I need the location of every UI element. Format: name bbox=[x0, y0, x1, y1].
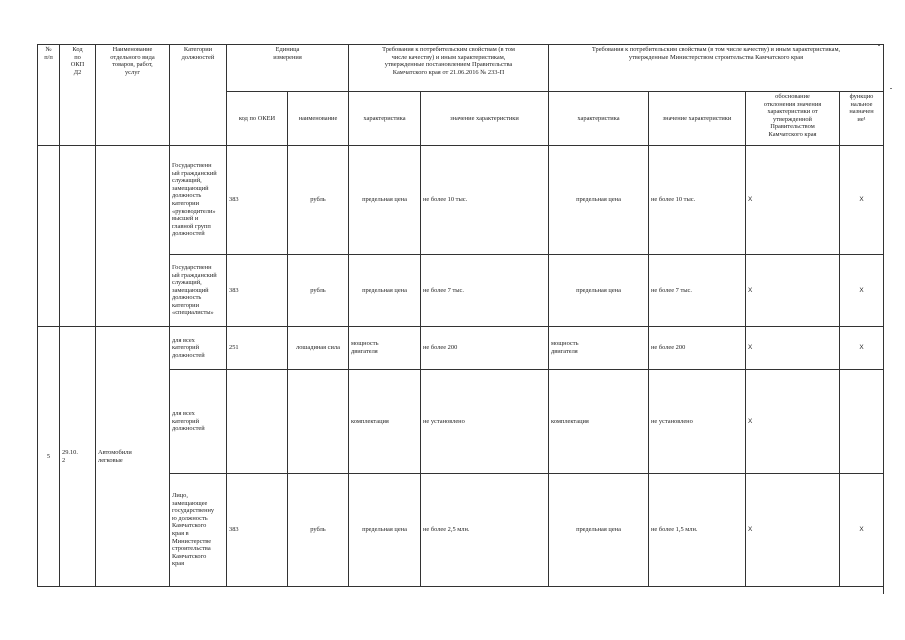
header-row bbox=[38, 45, 884, 92]
row-okpd: 29.10. 2 bbox=[60, 327, 96, 587]
row-characteristic: предельная цена bbox=[349, 255, 421, 327]
row-unit-name: рубль bbox=[288, 474, 349, 587]
row-product-name bbox=[96, 146, 170, 327]
row-value: не более 10 тыс. bbox=[421, 146, 549, 255]
row-value-2: не установлено bbox=[649, 370, 746, 474]
scan-speck bbox=[878, 45, 880, 46]
row-purpose: X bbox=[840, 327, 884, 370]
row-category: Государственн ый гражданский служащий, замещающий должность категории «специалисты» bbox=[170, 255, 227, 327]
row-okpd bbox=[60, 146, 96, 327]
row-category: Государственн ый гражданский служащий, замещающий должность категории «руководители» высшей и главной групп должностей bbox=[170, 146, 227, 255]
row-unit-name: лошадиная сила bbox=[288, 327, 349, 370]
header-unit: Единица измерения bbox=[227, 45, 349, 92]
row-purpose bbox=[840, 370, 884, 474]
header-requirements-ministry: Требования к потребительским свойствам (в том числе качеству) и иным характеристикам, утвержденные Министерством строительства Камчатского края bbox=[549, 45, 884, 92]
table-row bbox=[38, 146, 884, 255]
row-purpose: X bbox=[840, 474, 884, 587]
row-unit-code bbox=[227, 370, 288, 474]
row-num bbox=[38, 146, 60, 327]
header-unit-name: наименование bbox=[288, 92, 349, 146]
row-characteristic: предельная цена bbox=[349, 146, 421, 255]
row-characteristic-2: комплектация bbox=[549, 370, 649, 474]
header-purpose: функцио нальное назначен ие¹ bbox=[840, 92, 884, 146]
row-unit-name: рубль bbox=[288, 146, 349, 255]
row-value: не установлено bbox=[421, 370, 549, 474]
row-category: Лицо, замещающее государственну ю должность Камчатского края в Министерстве строительства Камчатского края bbox=[170, 474, 227, 587]
header-product-name: Наименование отдельного вида товаров, работ, услуг bbox=[96, 45, 170, 146]
row-characteristic-2: предельная цена bbox=[549, 474, 649, 587]
header-characteristic: характеристика bbox=[349, 92, 421, 146]
row-purpose: X bbox=[840, 255, 884, 327]
page-edge-line bbox=[883, 44, 884, 594]
header-num: № п/п bbox=[38, 45, 60, 146]
row-value: не более 7 тыс. bbox=[421, 255, 549, 327]
row-justification: X bbox=[746, 474, 840, 587]
row-justification: X bbox=[746, 146, 840, 255]
header-characteristic-value: значение характеристики bbox=[421, 92, 549, 146]
row-purpose: X bbox=[840, 146, 884, 255]
header-unit-code: код по ОКЕИ bbox=[227, 92, 288, 146]
row-justification: X bbox=[746, 327, 840, 370]
row-unit-code: 251 bbox=[227, 327, 288, 370]
header-characteristic-2: характеристика bbox=[549, 92, 649, 146]
scan-speck bbox=[890, 88, 892, 89]
table-row bbox=[38, 327, 884, 370]
row-unit-code: 383 bbox=[227, 474, 288, 587]
row-value-2: не более 1,5 млн. bbox=[649, 474, 746, 587]
row-characteristic-2: предельная цена bbox=[549, 146, 649, 255]
header-requirements-government: Требования к потребительским свойствам (в том числе качеству) и иным характеристикам, утвержденные постановлением Правительства Камчатского края от 21.06.2016 № 233-П bbox=[349, 45, 549, 92]
row-characteristic: предельная цена bbox=[349, 474, 421, 587]
row-unit-code: 383 bbox=[227, 255, 288, 327]
row-value-2: не более 7 тыс. bbox=[649, 255, 746, 327]
row-category: для всех категорий должностей bbox=[170, 327, 227, 370]
header-justification: обоснование отклонения значения характеристики от утвержденной Правительством Камчатского края bbox=[746, 92, 840, 146]
row-value: не более 200 bbox=[421, 327, 549, 370]
row-value-2: не более 200 bbox=[649, 327, 746, 370]
row-characteristic: мощность двигателя bbox=[349, 327, 421, 370]
row-value: не более 2,5 млн. bbox=[421, 474, 549, 587]
header-characteristic-value-2: значение характеристики bbox=[649, 92, 746, 146]
header-category: Категории должностей bbox=[170, 45, 227, 146]
row-value-2: не более 10 тыс. bbox=[649, 146, 746, 255]
row-product-name: Автомобили легковые bbox=[96, 327, 170, 587]
row-characteristic-2: предельная цена bbox=[549, 255, 649, 327]
row-category: для всех категорий должностей bbox=[170, 370, 227, 474]
row-num: 5 bbox=[38, 327, 60, 587]
row-justification: X bbox=[746, 255, 840, 327]
row-characteristic: комплектация bbox=[349, 370, 421, 474]
header-okpd: Код по ОКП Д2 bbox=[60, 45, 96, 146]
requirements-table bbox=[37, 44, 884, 587]
row-unit-name bbox=[288, 370, 349, 474]
row-unit-name: рубль bbox=[288, 255, 349, 327]
row-unit-code: 383 bbox=[227, 146, 288, 255]
row-characteristic-2: мощность двигателя bbox=[549, 327, 649, 370]
row-justification: X bbox=[746, 370, 840, 474]
